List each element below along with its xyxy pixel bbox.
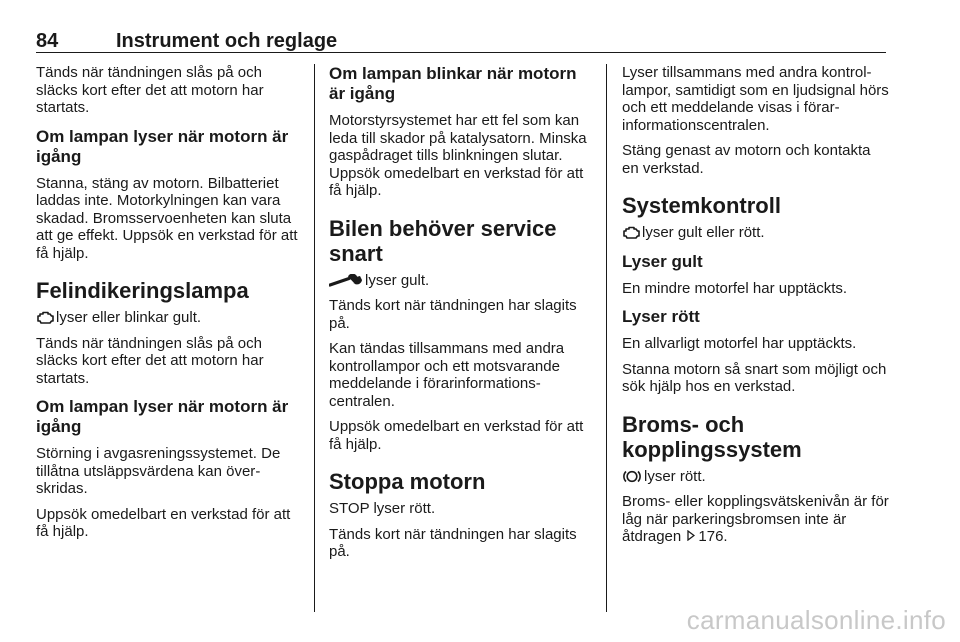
paragraph: Tänds kort när tändningen har slagits på.	[329, 297, 577, 332]
page-header	[36, 26, 886, 53]
paragraph	[329, 272, 595, 290]
subheading: Om lampan lyser när motorn är igång	[36, 397, 289, 436]
paragraph: Lyser tillsammans med andra kontrollampor, samtidigt som en ljudsignal hörs och ett meddelande visas i förarinformationscentralen.	[622, 64, 889, 134]
column-3	[622, 64, 890, 554]
column-2	[329, 64, 595, 569]
column-1	[36, 64, 304, 549]
subheading: Lyser gult	[622, 251, 703, 271]
page-reference[interactable]: 176.	[698, 528, 728, 545]
paragraph: Tänds kort när tändningen har slagits på.	[329, 525, 577, 560]
section-heading: Systemkontroll	[622, 193, 781, 218]
subheading: Om lampan blinkar när motorn är igång	[329, 64, 577, 103]
engine-check-icon	[36, 311, 54, 325]
section-heading: Broms- och kopplingssystem	[622, 411, 802, 462]
subheading: Lyser rött	[622, 307, 700, 326]
section-heading: Bilen behöver service snart	[329, 215, 557, 266]
paragraph: En allvarligt motorfel har upptäckts.	[622, 335, 857, 352]
paragraph	[622, 493, 890, 546]
paragraph: Tänds när tändningen slås på och släcks kort efter det att motorn har startats.	[36, 64, 264, 116]
paragraph: Störning i avgasreningssystemet. De tillåtna utsläppsvärdena kan överskridas.	[36, 445, 281, 497]
watermark: carmanualsonline.info	[686, 605, 946, 635]
section-heading: Felindikeringslampa	[36, 278, 249, 303]
lamp-description: lyser eller blinkar gult.	[56, 309, 202, 326]
paragraph: Stanna motorn så snart som möjligt och sök hjälp hos en verkstad.	[622, 360, 887, 395]
section-heading: Stoppa motorn	[329, 469, 486, 494]
page-number: 84	[36, 30, 59, 52]
page-title: Instrument och reglage	[116, 30, 338, 52]
paragraph: Motorstyrsystemet har ett fel som kan leda till skador på katalysatorn. Minska gaspådraget tills blinkningen slutar. Uppsök omedelbart en verkstad för att få hjälp.	[329, 112, 587, 199]
subheading: Om lampan lyser när motorn är igång	[36, 126, 289, 166]
paragraph: Uppsök omedelbart en verkstad för att få hjälp.	[36, 505, 291, 540]
brake-warning-icon	[622, 469, 642, 484]
paragraph: Stanna, stäng av motorn. Bilbatteriet laddas inte. Motorkylningen kan vara skadad. Bromsservoenheten kan sluta att ge effekt. Uppsök en verkstad för att få hjälp.	[36, 174, 298, 262]
column-divider	[314, 64, 315, 612]
lamp-description: lyser gult.	[365, 271, 430, 289]
column-divider	[606, 64, 607, 612]
triangle-reference-icon	[687, 528, 695, 546]
lamp-description: lyser rött.	[644, 467, 706, 485]
paragraph: Tänds när tändningen slås på och släcks kort efter det att motorn har startats.	[36, 334, 264, 387]
wrench-icon	[329, 274, 363, 288]
paragraph-text: Broms- eller kopplingsvätskenivån är för låg när parkeringsbromsen inte är åtdragen	[622, 493, 889, 545]
paragraph: En mindre motorfel har upptäckts.	[622, 279, 848, 297]
paragraph: Uppsök omedelbart en verkstad för att få hjälp.	[329, 418, 584, 453]
paragraph	[36, 309, 304, 327]
paragraph: Stäng genast av motorn och kontakta en verkstad.	[622, 142, 871, 177]
engine-check-icon	[622, 226, 640, 240]
lamp-description: lyser gult eller rött.	[642, 224, 765, 241]
paragraph: Kan tändas tillsammans med andra kontrollampor och ett motsvarande meddelande i förarinformationscentralen.	[329, 340, 565, 410]
paragraph	[622, 224, 890, 242]
paragraph	[622, 468, 890, 486]
paragraph: STOP lyser rött.	[329, 500, 436, 517]
